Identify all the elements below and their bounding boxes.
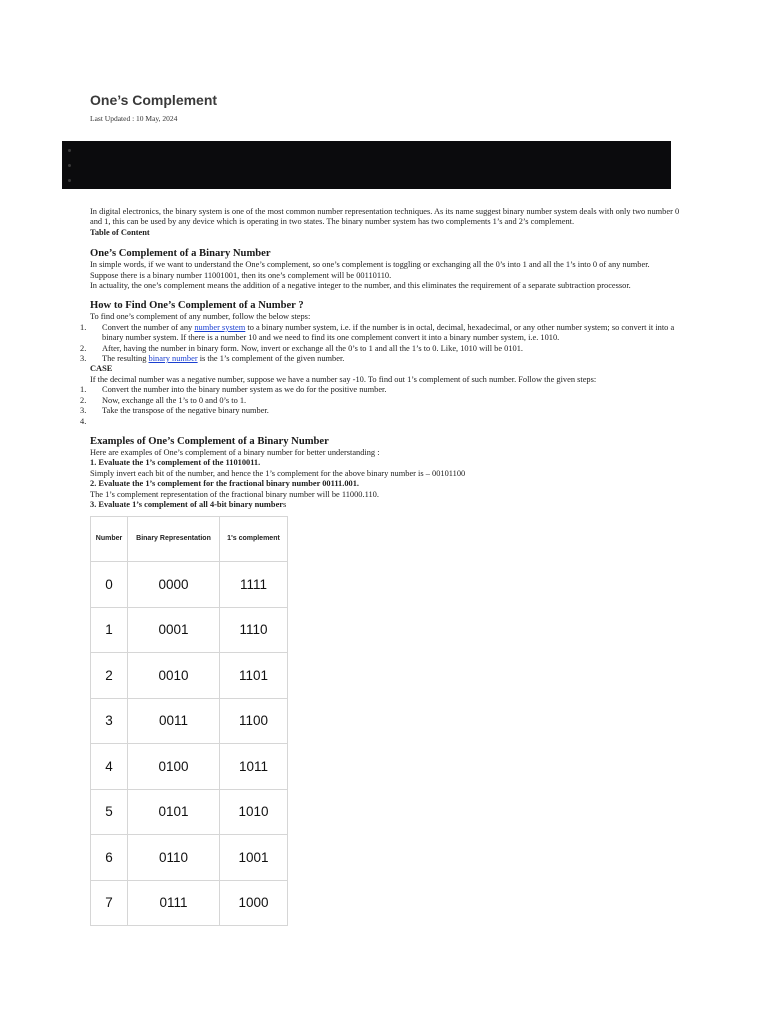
- list-item: 3. The resulting binary number is the 1’s complement of the given number.: [80, 354, 345, 364]
- table-row: 3 0011 1100: [91, 698, 288, 744]
- last-updated: Last Updated : 10 May, 2024: [90, 114, 178, 123]
- bullet-icon: [68, 179, 71, 182]
- table-row: 2 0010 1101: [91, 653, 288, 699]
- list-item: 4.: [80, 416, 87, 426]
- bullet-icon: [68, 164, 71, 167]
- steps-intro: To find one’s complement of any number, follow the below steps:: [90, 312, 311, 322]
- section1-paragraph: In actuality, the one’s complement means the addition of a negative integer to the number, and this eliminates the requirement of a separate subtraction processor.: [90, 281, 631, 291]
- column-header-complement: 1's complement: [220, 517, 288, 562]
- section-heading-examples: Examples of One’s Complement of a Binary Number: [90, 435, 329, 447]
- table-row: 5 0101 1010: [91, 789, 288, 835]
- intro-paragraph: In digital electronics, the binary system is one of the most common number representation techniques. As its name suggest binary number system deals with only two number 0 and 1, this can be used by any device which is operating in two states. The binary number system has two complements 1’s and 2’s complement.: [90, 207, 680, 227]
- section-heading-how-to-find: How to Find One’s Complement of a Number ?: [90, 300, 304, 312]
- table-row: 7 0111 1000: [91, 880, 288, 926]
- table-row: 4 0100 1011: [91, 744, 288, 790]
- table-row: 1 0001 1110: [91, 607, 288, 653]
- example-3-title: 3. Evaluate 1’s complement of all 4-bit binary numbers: [90, 499, 287, 509]
- case-steps-list: [80, 385, 680, 427]
- case-intro: If the decimal number was a negative number, suppose we have a number say -10. To find out 1’s complement of such number. Follow the given steps:: [90, 374, 597, 384]
- dark-banner: [62, 141, 671, 189]
- table-header-row: [91, 517, 288, 562]
- column-header-number: Number: [91, 517, 128, 562]
- section1-paragraph: In simple words, if we want to understand the One’s complement, so one’s complement is toggling or exchanging all the 0’s into 1 and all the 1’s into 0 of any number. Suppose there is a binary number 11001001, then its one’s complement will be 00110110.: [90, 260, 650, 280]
- case-label: CASE: [90, 364, 113, 374]
- section-heading-ones-complement: One’s Complement of a Binary Number: [90, 248, 271, 260]
- list-item: 2. Now, exchange all the 1’s to 0 and 0’s to 1.: [80, 395, 247, 405]
- example-2-text: The 1’s complement representation of the fractional binary number will be 11000.110.: [90, 489, 379, 499]
- examples-intro: Here are examples of One’s complement of a binary number for better understanding :: [90, 447, 380, 457]
- example-2-title: 2. Evaluate the 1’s complement for the fractional binary number 00111.001.: [90, 479, 359, 489]
- number-system-link[interactable]: number system: [194, 322, 246, 332]
- column-header-binary: Binary Representation: [128, 517, 220, 562]
- list-item: 3. Take the transpose of the negative binary number.: [80, 406, 269, 416]
- list-item: 2. After, having the number in binary form. Now, invert or exchange all the 0’s to 1 and all the 1’s to 0. Like, 1010 will be 0101.: [80, 343, 524, 353]
- table-row: 6 0110 1001: [91, 835, 288, 881]
- article-content: [80, 207, 680, 510]
- example-1-text: Simply invert each bit of the number, and hence the 1’s complement for the above binary number is – 00101100: [90, 468, 466, 478]
- steps-list: [80, 322, 680, 365]
- bullet-icon: [68, 149, 71, 152]
- table-row: 0 0000 1111: [91, 562, 288, 608]
- table-of-content-toggle[interactable]: Table of Content: [90, 227, 150, 237]
- list-item: 1. Convert the number into the binary number system as we do for the positive number.: [80, 385, 387, 395]
- binary-number-link[interactable]: binary number: [148, 354, 198, 364]
- ones-complement-table: [90, 516, 288, 926]
- list-item: 1. Convert the number of any number system to a binary number system, i.e. if the number is in octal, decimal, hexadecimal, or any other number system; so convert it into a binary number system. If there is a number 10 and we need to find its one complement convert it into a binary number system, i.e. 1010.: [80, 322, 675, 343]
- page-title: One’s Complement: [90, 92, 218, 108]
- example-1-title: 1. Evaluate the 1’s complement of the 11010011.: [90, 458, 261, 468]
